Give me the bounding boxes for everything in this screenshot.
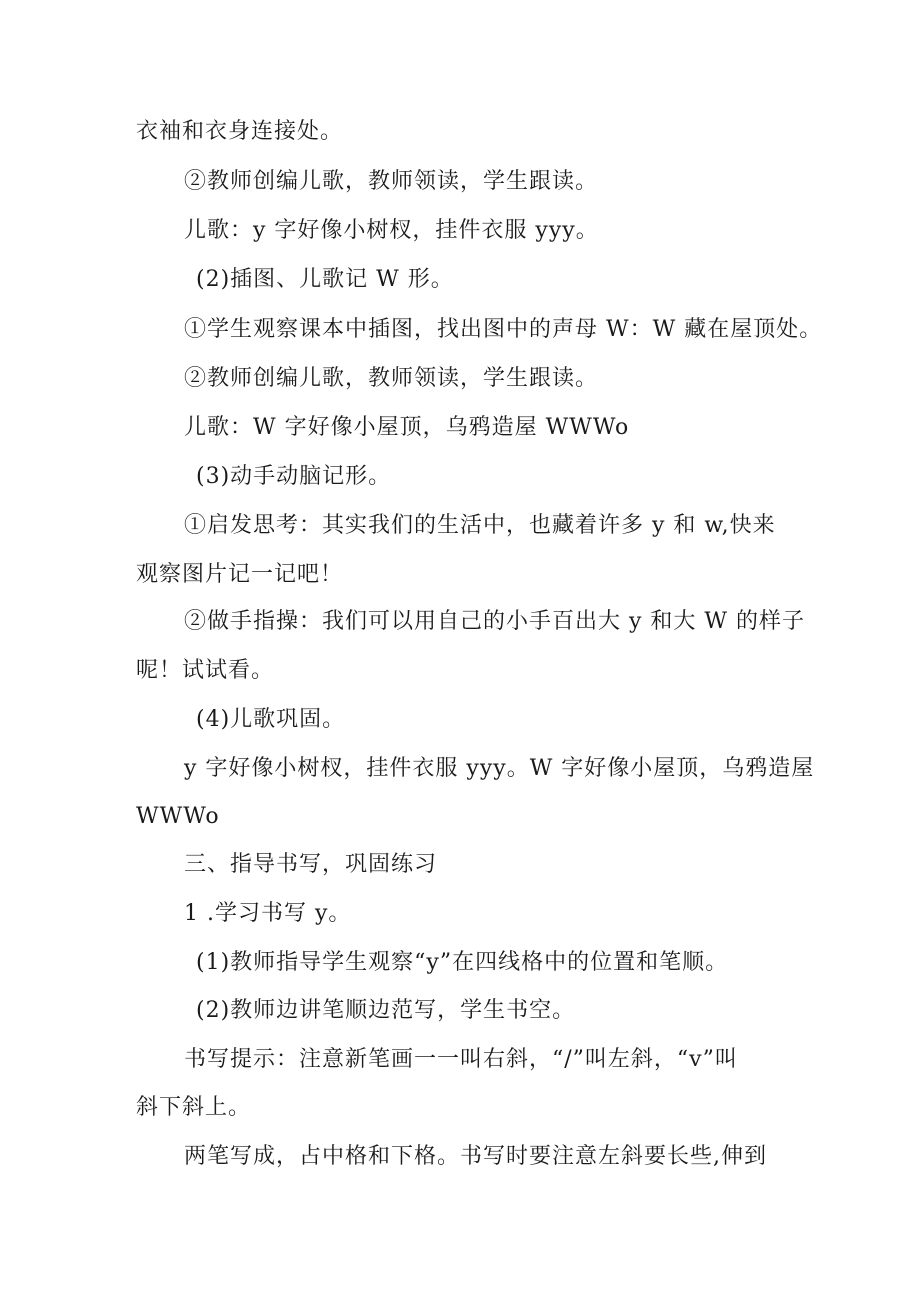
text-line-6: ②教师创编儿歌，教师领读，学生跟读。 [184,366,599,391]
section-heading: 三、指导书写，巩固练习 [184,852,438,877]
text-line-18: (1)教师指导学生观察“y”在四线格中的位置和笔顺。 [196,950,729,975]
text-line-22: 两笔写成，占中格和下格。书写时要注意左斜要长些,伸到 [184,1144,767,1169]
text-line-15: WWWo [136,804,220,829]
text-line-3: 儿歌：y 字好像小树杈，挂件衣服 yyy。 [184,218,599,243]
text-line-1: 衣袖和衣身连接处。 [136,119,344,144]
text-line-7: 儿歌：W 字好像小屋顶，乌鸦造屋 WWWo [184,415,630,440]
text-line-17: 1 .学习书写 y。 [184,901,352,926]
text-line-10: 观察图片记一记吧！ [136,562,344,587]
text-line-20: 书写提示：注意新笔画一一叫右斜，“/”叫左斜，“v”叫 [184,1047,738,1072]
text-line-8: (3)动手动脑记形。 [196,464,392,489]
text-line-19: (2)教师边讲笔顺边范写，学生书空。 [196,998,576,1023]
text-line-2: ②教师创编儿歌，教师领读，学生跟读。 [184,169,599,194]
text-line-12: 呢！试试看。 [136,658,275,683]
text-line-21: 斜下斜上。 [136,1095,252,1120]
text-line-9: ①启发思考：其实我们的生活中，也藏着许多 y 和 w,快来 [184,513,776,538]
text-line-11: ②做手指操：我们可以用自己的小手百出大 y 和大 W 的样子 [184,609,806,634]
text-line-4: (2)插图、儿歌记 W 形。 [196,267,454,292]
text-line-14: y 字好像小树杈，挂件衣服 yyy。W 字好像小屋顶，乌鸦造屋 [184,756,815,781]
text-line-13: (4)儿歌巩固。 [196,707,346,732]
text-line-5: ①学生观察课本中插图，找出图中的声母 W：W 藏在屋顶处。 [184,317,823,342]
